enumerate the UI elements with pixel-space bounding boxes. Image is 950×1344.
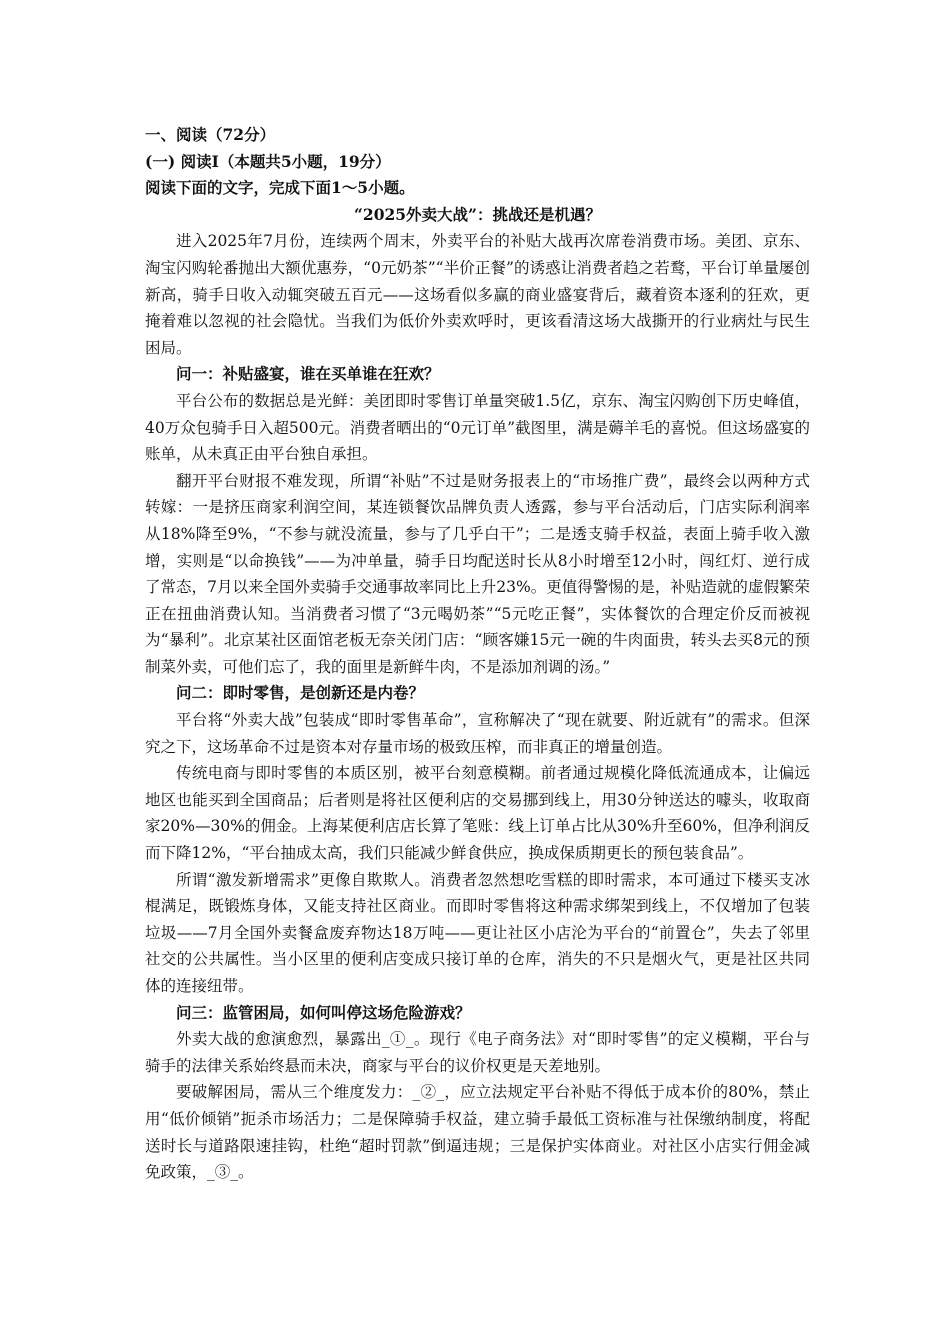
paragraph: 外卖大战的愈演愈烈，暴露出_①_。现行《电子商务法》对“即时零售”的定义模糊，平台与骑手的法律关系始终悬而未决，商家与平台的议价权更是天差地别。 [145,1030,810,1075]
article-title: “2025外卖大战”：挑战还是机遇？ [354,204,601,224]
question-three-heading: 问三：监管困局，如何叫停这场危险游戏？ [176,1002,471,1022]
paragraph: 翻开平台财报不难发现，所谓“补贴”不过是财务报表上的“市场推广费”，最终会以两种方式转嫁：一是挤压商家利润空间，某连锁餐饮品牌负责人透露，参与平台活动后，门店实际利润率从18%降至9%，“不参与就没流量，参与了几乎白干”；二是透支骑手权益，表面上骑手收入激增，实则是“以命换钱”——为冲单量，骑手日均配送时长从8小时增至12小时，闯红灯、逆行成了常态，7月以来全国外卖骑手交通事故率同比上升23%。更值得警惕的是，补贴造就的虚假繁荣正在扭曲消费认知。当消费者习惯了“3元喝奶茶”“5元吃正餐”，实体餐饮的合理定价反而被视为“暴利”。北京某社区面馆老板无奈关闭门店：“顾客嫌15元一碗的牛肉面贵，转头去买8元的预制菜外卖，可他们忘了，我的面里是新鲜牛肉，不是添加剂调的汤。” [145,471,810,676]
paragraph: 平台公布的数据总是光鲜：美团即时零售订单量突破1.5亿，京东、淘宝闪购创下历史峰值，40万众包骑手日入超500元。消费者晒出的“0元订单”截图里，满是薅羊毛的喜悦。但这场盛宴的账单，从未真正由平台独自承担。 [145,391,810,464]
paragraph: 要破解困局，需从三个维度发力：_②_，应立法规定平台补贴不得低于成本价的80%，禁止用“低价倾销”扼杀市场活力；二是保障骑手权益，建立骑手最低工资标准与社保缴纳制度，将配送时长与道路限速挂钩，杜绝“超时罚款”倒逼违规；三是保护实体商业。对社区小店实行佣金减免政策，_③_。 [145,1083,810,1182]
section-heading: 一、阅读（72分） [145,125,276,144]
question-two-heading: 问二：即时零售，是创新还是内卷？ [176,683,425,703]
instruction: 阅读下面的文字，完成下面1～5小题。 [145,178,415,198]
document-page [145,122,810,1186]
paragraph: 平台将“外卖大战”包装成“即时零售革命”，宣称解决了“现在就要、附近就有”的需求。但深究之下，这场革命不过是资本对存量市场的极致压榨，而非真正的增量创造。 [145,711,810,756]
sub-heading: (一) 阅读Ⅰ（本题共5小题，19分） [145,151,391,171]
paragraph: 所谓“激发新增需求”更像自欺欺人。消费者忽然想吃雪糕的即时需求，本可通过下楼买支冰棍满足，既锻炼身体，又能支持社区商业。而即时零售将这种需求绑架到线上，不仅增加了包装垃圾——7月全国外卖餐盒废弃物达18万吨——更让社区小店沦为平台的“前置仓”，失去了邻里社交的公共属性。当小区里的便利店变成只接订单的仓库，消失的不只是烟火气，更是社区共同体的连接纽带。 [145,870,810,995]
paragraph: 传统电商与即时零售的本质区别，被平台刻意模糊。前者通过规模化降低流通成本，让偏远地区也能买到全国商品；后者则是将社区便利店的交易挪到线上，用30分钟送达的噱头，收取商家20%—30%的佣金。上海某便利店店长算了笔账：线上订单占比从30%升至60%，但净利润反而下降12%，“平台抽成太高，我们只能减少鲜食供应，换成保质期更长的预包装食品”。 [145,764,810,863]
intro-paragraph: 进入2025年7月份，连续两个周末，外卖平台的补贴大战再次席卷消费市场。美团、京东、淘宝闪购轮番抛出大额优惠券，“0元奶茶”“半价正餐”的诱惑让消费者趋之若鹜，平台订单量屡创新高，骑手日收入动辄突破五百元——这场看似多赢的商业盛宴背后，藏着资本逐利的狂欢，更掩着难以忽视的社会隐忧。当我们为低价外卖欢呼时，更该看清这场大战撕开的行业病灶与民生困局。 [145,232,810,357]
question-one-heading: 问一：补贴盛宴，谁在买单谁在狂欢？ [176,364,440,384]
